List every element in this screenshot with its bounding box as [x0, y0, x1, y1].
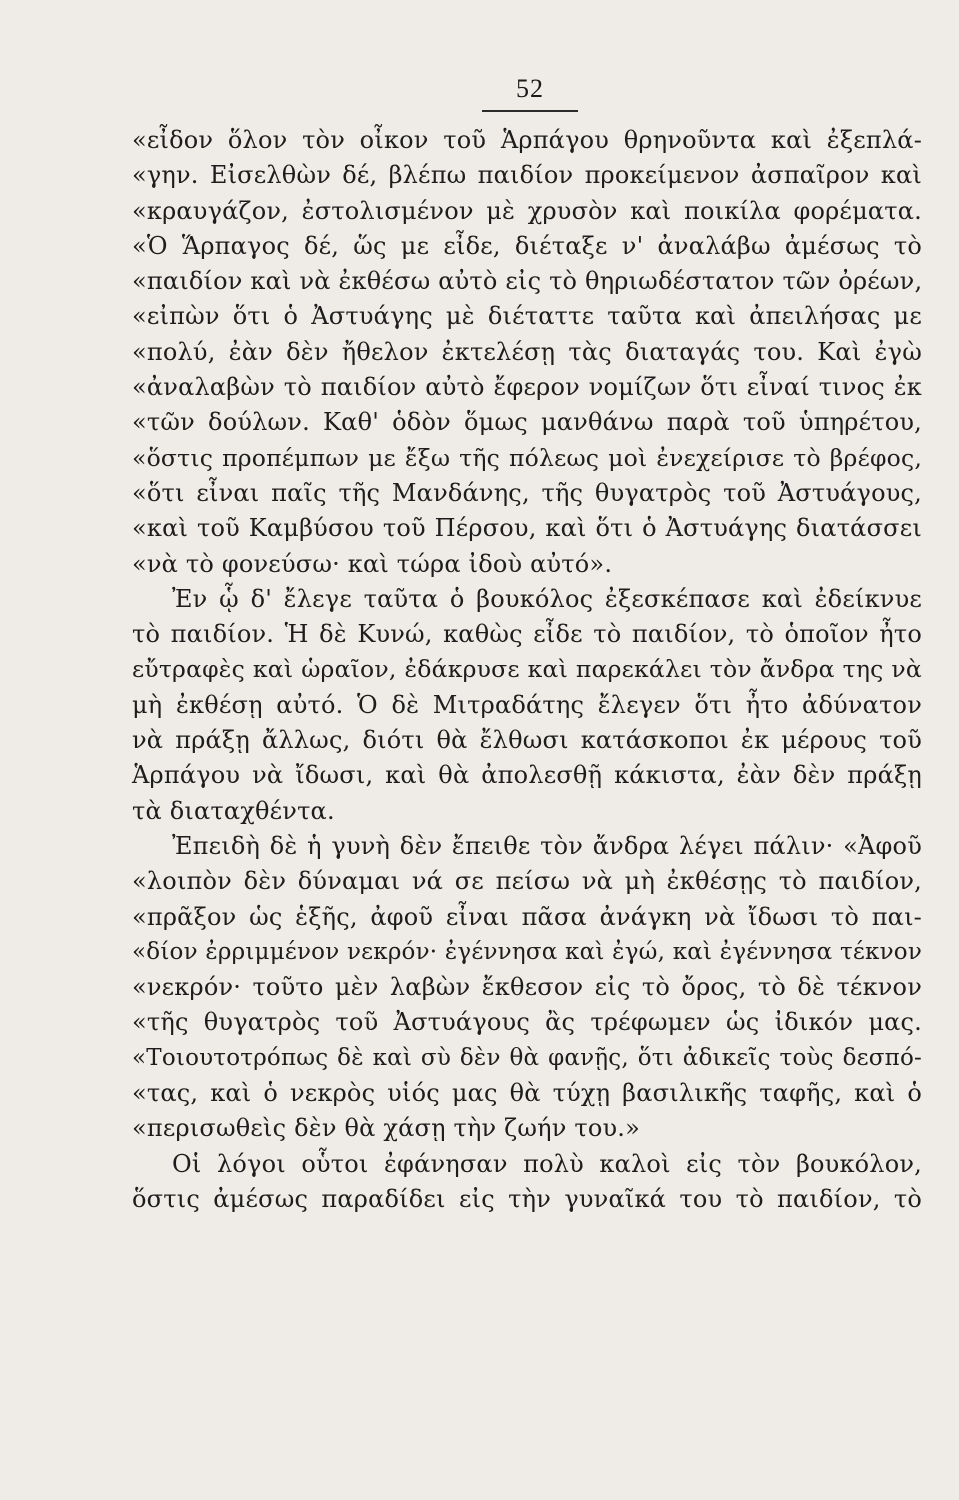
text-line: εὔτραφὲς καὶ ὡραῖον, ἐδάκρυσε καὶ παρεκάλει τὸν ἄνδρα της νὰ: [132, 655, 922, 684]
paragraph-start-line: Ἐπειδὴ δὲ ἡ γυνὴ δὲν ἔπειθε τὸν ἄνδρα λέγει πάλιν· «Ἀφοῦ: [172, 831, 922, 860]
text-line: «δίον ἐρριμμένον νεκρόν· ἐγέννησα καὶ ἐγώ, καὶ ἐγέννησα τέκνον: [132, 938, 922, 965]
text-line: «ἀναλαβὼν τὸ παιδίον αὐτὸ ἔφερον νομίζων ὅτι εἶναί τινος ἐκ: [132, 373, 922, 402]
header-rule: [482, 110, 578, 112]
page-number: 52: [516, 74, 544, 103]
text-line: «καὶ τοῦ Καμβύσου τοῦ Πέρσου, καὶ ὅτι ὁ Ἀστυάγης διατάσσει: [132, 514, 922, 543]
text-line: «τῶν δούλων. Καθ' ὁδὸν ὅμως μανθάνω παρὰ τοῦ ὑπηρέτου,: [132, 408, 922, 437]
text-line: «λοιπὸν δὲν δύναμαι νά σε πείσω νὰ μὴ ἐκθέσῃς τὸ παιδίον,: [132, 867, 922, 896]
text-line: «Ὁ Ἅρπαγος δέ, ὥς με εἶδε, διέταξε ν' ἀναλάβω ἀμέσως τὸ: [132, 231, 922, 260]
text-line: τὸ παιδίον. Ἡ δὲ Κυνώ, καθὼς εἶδε τὸ παιδίον, τὸ ὁποῖον ἦτο: [132, 620, 922, 649]
text-line: «ὅστις προπέμπων με ἔξω τῆς πόλεως μοὶ ἐνεχείρισε τὸ βρέφος,: [132, 443, 922, 472]
text-line: «ὅτι εἶναι παῖς τῆς Μανδάνης, τῆς θυγατρὸς τοῦ Ἀστυάγους,: [132, 478, 922, 507]
text-line: τὰ διαταχθέντα.: [132, 796, 335, 825]
paragraph-start-line: Ἐν ᾧ δ' ἔλεγε ταῦτα ὁ βουκόλος ἐξεσκέπασε καὶ ἐδείκνυε: [172, 584, 922, 613]
text-line: «γην. Εἰσελθὼν δέ, βλέπω παιδίον προκείμενον ἀσπαῖρον καὶ: [132, 161, 922, 190]
text-line: «τῆς θυγατρὸς τοῦ Ἀστυάγους ἂς τρέφωμεν ὡς ἰδικόν μας.: [132, 1008, 922, 1037]
text-line: «τας, καὶ ὁ νεκρὸς υἱός μας θὰ τύχῃ βασιλικῆς ταφῆς, καὶ ὁ: [132, 1079, 922, 1108]
body-text: [132, 123, 922, 1217]
text-line: μὴ ἐκθέσῃ αὐτό. Ὁ δὲ Μιτραδάτης ἔλεγεν ὅτι ἦτο ἀδύνατον: [132, 690, 922, 719]
text-line: «νεκρόν· τοῦτο μὲν λαβὼν ἔκθεσον εἰς τὸ ὄρος, τὸ δὲ τέκνον: [132, 973, 922, 1002]
text-line: «πολύ, ἐὰν δὲν ἤθελον ἐκτελέσῃ τὰς διαταγάς του. Καὶ ἐγὼ: [132, 337, 922, 366]
text-line: νὰ πράξῃ ἄλλως, διότι θὰ ἔλθωσι κατάσκοποι ἐκ μέρους τοῦ: [132, 726, 922, 755]
text-line: «νὰ τὸ φονεύσω· καὶ τώρα ἰδοὺ αὐτό».: [132, 549, 613, 578]
paragraph-start-line: Οἱ λόγοι οὗτοι ἐφάνησαν πολὺ καλοὶ εἰς τὸν βουκόλον,: [172, 1149, 922, 1178]
text-line: Ἁρπάγου νὰ ἴδωσι, καὶ θὰ ἀπολεσθῇ κάκιστα, ἐὰν δὲν πράξῃ: [132, 761, 922, 790]
text-line: ὅστις ἀμέσως παραδίδει εἰς τὴν γυναῖκά του τὸ παιδίον, τὸ: [132, 1184, 922, 1213]
text-line: «Τοιουτοτρόπως δὲ καὶ σὺ δὲν θὰ φανῇς, ὅτι ἀδικεῖς τοὺς δεσπό-: [132, 1044, 922, 1071]
text-line: «πρᾶξον ὡς ἑξῆς, ἀφοῦ εἶναι πᾶσα ἀνάγκη νὰ ἴδωσι τὸ παι-: [132, 902, 922, 931]
text-line: «περισωθεὶς δὲν θὰ χάσῃ τὴν ζωήν του.»: [132, 1114, 640, 1143]
text-line: «εἶδον ὅλον τὸν οἶκον τοῦ Ἁρπάγου θρηνοῦντα καὶ ἐξεπλά-: [132, 126, 922, 154]
text-line: «εἰπὼν ὅτι ὁ Ἀστυάγης μὲ διέταττε ταῦτα καὶ ἀπειλήσας με: [132, 302, 922, 331]
text-line: «κραυγάζον, ἐστολισμένον μὲ χρυσὸν καὶ ποικίλα φορέματα.: [132, 196, 922, 225]
text-line: «παιδίον καὶ νὰ ἐκθέσω αὐτὸ εἰς τὸ θηριωδέστατον τῶν ὀρέων,: [132, 267, 923, 296]
